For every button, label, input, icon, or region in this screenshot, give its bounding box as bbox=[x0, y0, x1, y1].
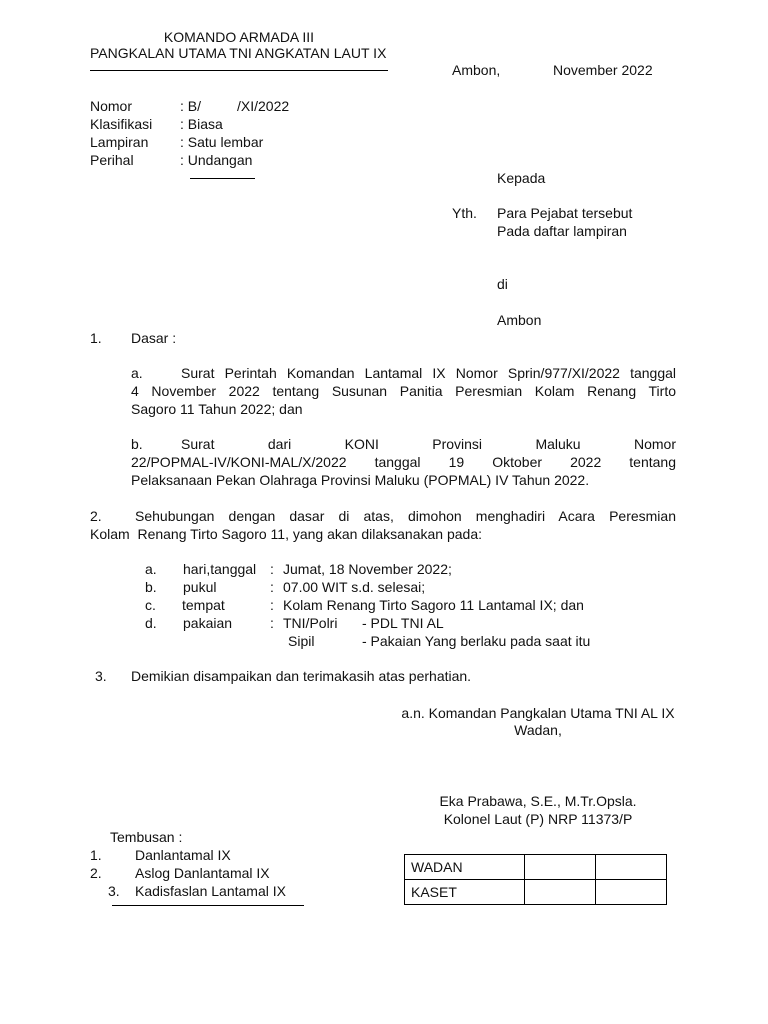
meta-value-nomor-suffix: /XI/2022 bbox=[237, 98, 290, 114]
section-title: Dasar : bbox=[131, 330, 177, 346]
copies-item: Aslog Danlantamal IX bbox=[135, 865, 270, 881]
copies-number: 2. bbox=[90, 865, 102, 881]
section-number: 3. bbox=[95, 668, 107, 684]
invitation-line: Sehubungan dengan dasar di atas, dimohon menghadiri Acara Peresmian bbox=[135, 508, 676, 524]
basis-item-line: 22/POPMAL-IV/KONI-MAL/X/2022 tanggal 19 Oktober 2022 tentang bbox=[131, 454, 676, 470]
closing-text: Demikian disampaikan dan terimakasih atas perhatian. bbox=[131, 668, 472, 684]
recipient-di: di bbox=[497, 276, 508, 292]
meta-value-lampiran: : Satu lembar bbox=[180, 134, 264, 150]
meta-label-nomor: Nomor bbox=[90, 98, 133, 114]
basis-item-marker: a. bbox=[131, 365, 143, 381]
copies-number: 3. bbox=[108, 883, 120, 899]
detail-value-time: 07.00 WIT s.d. selesai; bbox=[283, 579, 426, 595]
detail-separator: : bbox=[270, 561, 274, 577]
basis-item-line: Sagoro 11 Tahun 2022; dan bbox=[131, 401, 303, 417]
detail-label-place: tempat bbox=[182, 597, 225, 613]
copies-underline bbox=[112, 905, 304, 906]
section-number: 2. bbox=[90, 508, 102, 524]
attire-group: Sipil bbox=[288, 633, 315, 649]
detail-marker: c. bbox=[145, 597, 156, 613]
copies-number: 1. bbox=[90, 847, 102, 863]
signatory-name: Eka Prabawa, S.E., M.Tr.Opsla. bbox=[439, 793, 637, 809]
recipient-line: Pada daftar lampiran bbox=[497, 223, 627, 239]
recipient-line: Para Pejabat tersebut bbox=[497, 205, 633, 221]
detail-label-time: pukul bbox=[183, 579, 217, 595]
meta-label-perihal: Perihal bbox=[90, 152, 134, 168]
signatory-rank: Kolonel Laut (P) NRP 11373/P bbox=[443, 811, 633, 827]
detail-marker: a. bbox=[145, 561, 157, 577]
basis-item-line: 4 November 2022 tentang Susunan Panitia Peresmian Kolam Renang Tirto bbox=[131, 383, 676, 399]
detail-marker: b. bbox=[145, 579, 157, 595]
meta-label-lampiran: Lampiran bbox=[90, 134, 149, 150]
detail-value-place: Kolam Renang Tirto Sagoro 11 Lantamal IX; dan bbox=[283, 597, 584, 613]
table-row bbox=[405, 855, 667, 880]
initials-role: WADAN bbox=[405, 855, 525, 880]
initials-role: KASET bbox=[405, 880, 525, 905]
meta-value-nomor: : B/ bbox=[180, 98, 202, 114]
detail-separator: : bbox=[270, 579, 274, 595]
letterhead-command: KOMANDO ARMADA III bbox=[163, 29, 315, 45]
recipient-city: Ambon bbox=[497, 312, 542, 328]
initials-cell bbox=[596, 880, 667, 905]
invitation-line: Kolam Renang Tirto Sagoro 11, yang akan dilaksanakan pada: bbox=[90, 526, 482, 542]
perihal-underline bbox=[190, 178, 255, 179]
initials-cell bbox=[596, 855, 667, 880]
letter-place: Ambon, bbox=[452, 62, 501, 78]
initials-cell bbox=[525, 855, 596, 880]
letter-date: November 2022 bbox=[553, 62, 653, 78]
recipient-salutation: Yth. bbox=[452, 205, 477, 221]
detail-marker: d. bbox=[145, 615, 157, 631]
section-number: 1. bbox=[90, 330, 102, 346]
detail-value-date: Jumat, 18 November 2022; bbox=[283, 561, 452, 577]
recipient-to-label: Kepada bbox=[497, 170, 546, 186]
signature-position: Wadan, bbox=[514, 722, 562, 738]
basis-item-line: Surat Perintah Komandan Lantamal IX Nomor Sprin/977/XI/2022 tanggal bbox=[181, 365, 676, 381]
detail-label-attire: pakaian bbox=[183, 615, 233, 631]
table-row bbox=[405, 880, 667, 905]
attire-group: TNI/Polri bbox=[283, 615, 338, 631]
meta-value-perihal: : Undangan bbox=[180, 152, 253, 168]
detail-separator: : bbox=[270, 597, 274, 613]
letterhead-underline bbox=[90, 70, 388, 71]
basis-item-marker: b. bbox=[131, 436, 143, 452]
initials-table bbox=[404, 854, 667, 905]
copies-item: Danlantamal IX bbox=[135, 847, 231, 863]
letterhead-base: PANGKALAN UTAMA TNI ANGKATAN LAUT IX bbox=[90, 45, 387, 61]
basis-item-line: Surat dari KONI Provinsi Maluku Nomor bbox=[181, 436, 676, 452]
meta-label-klasifikasi: Klasifikasi bbox=[90, 116, 153, 132]
signature-on-behalf: a.n. Komandan Pangkalan Utama TNI AL IX bbox=[401, 705, 675, 721]
initials-cell bbox=[525, 880, 596, 905]
detail-label-date: hari,tanggal bbox=[183, 561, 257, 577]
meta-value-klasifikasi: : Biasa bbox=[180, 116, 223, 132]
basis-item-line: Pelaksanaan Pekan Olahraga Provinsi Maluku (POPMAL) IV Tahun 2022. bbox=[131, 472, 590, 488]
attire-dress: - PDL TNI AL bbox=[362, 615, 444, 631]
copies-item: Kadisfaslan Lantamal IX bbox=[135, 883, 286, 899]
copies-title: Tembusan : bbox=[110, 829, 183, 845]
attire-dress: - Pakaian Yang berlaku pada saat itu bbox=[362, 633, 591, 649]
detail-separator: : bbox=[270, 615, 274, 631]
